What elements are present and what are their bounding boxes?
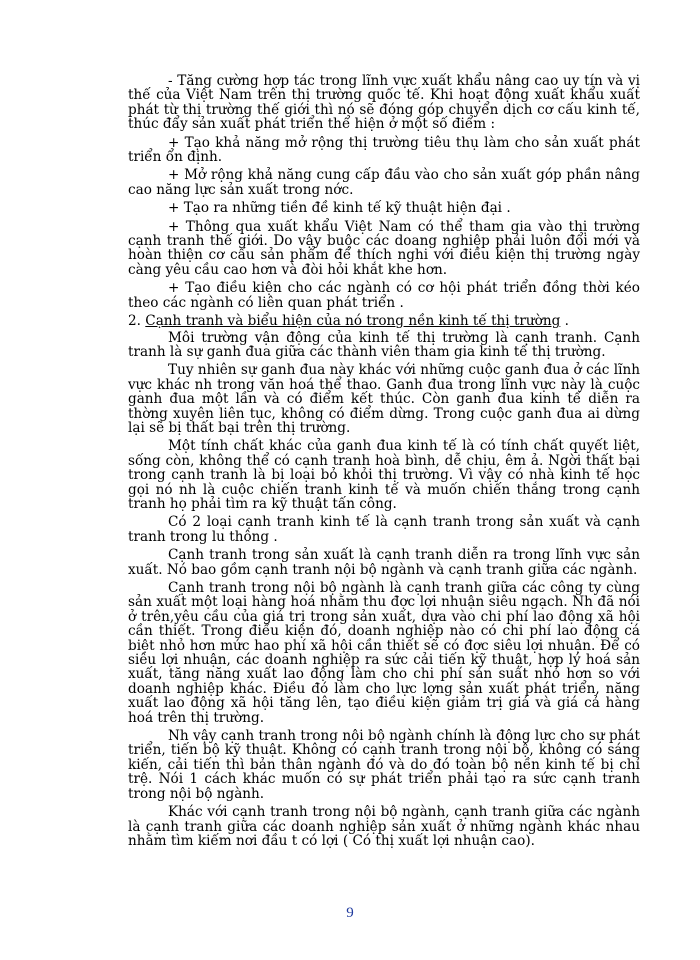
bullet-paragraph: + Tạo điều kiện cho các ngành có cơ hội phát triển đồng thời kéo theo các ngành có liên quan phát triển . [128, 280, 640, 311]
paragraph: Nh vậy cạnh tranh trong nội bộ ngành chính là động lực cho sự phát triển, tiến bộ kỹ thuật. Không có cạnh tranh trong nội bộ, không có sáng kiến, cải tiến thì bản thân ngành đó và do đó toàn bộ nền kinh tế bị chỉ trệ. Nói 1 cách khác muốn có sự phát triển phải tạo ra sức cạnh tranh trong nội bộ ngành. [128, 728, 640, 802]
section-title-suffix: . [560, 313, 569, 330]
bullet-paragraph: + Tạo khả năng mở rộng thị trường tiêu thụ làm cho sản xuất phát triển ổn định. [128, 134, 640, 166]
paragraph: Tuy nhiên sự ganh đua này khác với những cuộc ganh đua ở các lĩnh vực khác nh trong văn hoá thể thao. Ganh đua trong lĩnh vực này là cuộc ganh đua một lần và có điểm kết thúc. Còn ganh đua kinh tế diễn ra thờng xuyên liên tục, không có điểm dừng. Trong cuộc ganh đua ai dừng lại sẽ bị thất bại trên thị trường. [128, 362, 640, 436]
section-number: 2. [128, 313, 146, 330]
paragraph: Môi trường vận động của kinh tế thị trường là cạnh tranh. Cạnh tranh là sự ganh đua giữa các thành viên tham gia kinh tế thị trường. [128, 329, 640, 360]
bullet-paragraph: + Tạo ra những tiền đề kinh tế kỹ thuật hiện đại . [168, 200, 511, 217]
paragraph: Có 2 loại cạnh tranh kinh tế là cạnh tranh trong sản xuất và cạnh tranh trong lu thông . [128, 514, 640, 545]
paragraph: Một tính chất khác của ganh đua kinh tế là có tính chất quyết liệt, sống còn, không thể có cạnh tranh hoà bình, dễ chịu, êm ả. Ngời thất bại trong cạnh tranh là bị loại bỏ khỏi thị trường. Vì vậy có nhà kinh tế học gọi nó nh là cuộc chiến tranh kinh tế và muốn chiến thắng trong cạnh tranh họ phải tìm ra kỹ thuật tấn công. [128, 438, 640, 512]
page-number: 9 [346, 905, 354, 921]
paragraph: Cạnh tranh trong nội bộ ngành là cạnh tranh giữa các công ty cùng sản xuất một loại hàng hoá nhằm thu đợc lợi nhuận siêu ngạch. Nh đã nói ở trên,yêu cầu của giá trị trong sản xuất, dựa vào chi phí lao động xã hội cần thiết. Trong điều kiện đó, doanh nghiệp nào có chi phí lao động cá biệt nhỏ hơn mức hao phí xã hội cần thiết sẽ có đợc siêu lợi nhuận. Để có siêu lợi nhuận, các doanh nghiệp ra sức cải tiến kỹ thuật, hợp lý hoá sản xuất, tăng năng xuất lao động làm cho chi phí sản suất nhỏ hơn so với doanh nghiệp khác. Điều đó làm cho lực lợng sản xuất phát triển, năng xuất lao động xã hội tăng lên, tạo điều kiện giảm trị giá và giá cả hàng hoá trên thị trường. [128, 580, 640, 726]
section-title: Cạnh tranh và biểu hiện của nó trong nền kinh tế thị trường [145, 313, 561, 330]
section-1 [128, 74, 640, 310]
paragraph: - Tăng cường hợp tác trong lĩnh vực xuất khẩu nâng cao uy tín và vị thế của Việt Nam trên thị trường quốc tế. Khi hoạt động xuất khẩu xuất phát từ thị trường thế giới thì nó sẽ đóng góp chuyển dịch cơ cấu kinh tế, thúc đẩy sản xuất phát triển thể hiện ở một số điểm : [128, 73, 640, 133]
section-2 [128, 331, 640, 849]
bullet-paragraph: + Mở rộng khả năng cung cấp đầu vào cho sản xuất góp phần nâng cao năng lực sản xuất trong nớc. [128, 167, 640, 198]
section-2-heading [128, 314, 640, 328]
bullet-paragraph: + Thông qua xuất khẩu Việt Nam có thể tham gia vào thị trường cạnh tranh thế giới. Do vậy buộc các doang nghiệp phải luôn đổi mới và hoàn thiện cơ cấu sản phẩm để thích nghi với điều kiện thị trường ngày càng yêu cầu cao hơn và đòi hỏi khắt khe hơn. [128, 218, 640, 278]
paragraph: Cạnh tranh trong sản xuất là cạnh tranh diễn ra trong lĩnh vực sản xuất. Nó bao gồm cạnh tranh nội bộ ngành và cạnh tranh giữa các ngành. [128, 547, 640, 578]
paragraph: Khác với cạnh tranh trong nội bộ ngành, cạnh tranh giữa các ngành là cạnh tranh giữa các doanh nghiệp sản xuất ở những ngành khác nhau nhằm tìm kiếm nơi đầu t có lợi ( Có thị xuất lợi nhuận cao). [128, 804, 640, 849]
